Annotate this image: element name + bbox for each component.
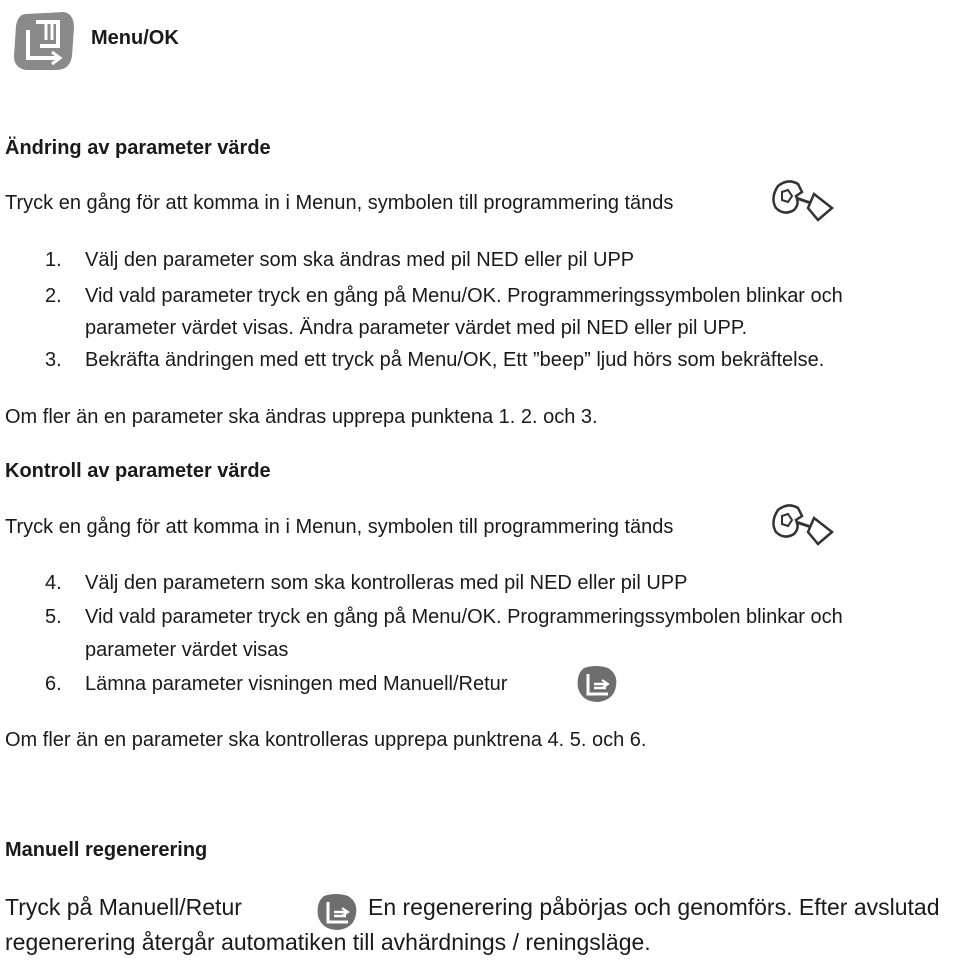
manual-return-icon	[316, 892, 358, 932]
list-item: 4. Välj den parametern som ska kontrolleras med pil NED eller pil UPP	[45, 572, 688, 594]
section2-outro: Om fler än en parameter ska kontrolleras upprepa punktrena 4. 5. och 6.	[5, 729, 647, 751]
list-item: 2. Vid vald parameter tryck en gång på Menu/OK. Programmeringssymbolen blinkar och	[45, 285, 843, 307]
section-heading-control: Kontroll av parameter värde	[5, 460, 271, 482]
section-heading-manual-regen: Manuell regenerering	[5, 839, 208, 861]
section2-intro: Tryck en gång för att komma in i Menun, symbolen till programmering tänds	[5, 516, 674, 538]
list-item: 5. Vid vald parameter tryck en gång på Menu/OK. Programmeringssymbolen blinkar och	[45, 606, 843, 628]
manual-regen-line2: regenerering återgår automatiken till avhärdnings / reningsläge.	[5, 929, 651, 955]
list-item-continuation: parameter värdet visas	[85, 639, 289, 661]
page-title: Menu/OK	[91, 27, 179, 49]
manual-regen-line1-end: En regenerering påbörjas och genomförs. Efter avslutad	[368, 894, 940, 920]
list-item-continuation: parameter värdet visas. Ändra parameter värdet med pil NED eller pil UPP.	[85, 317, 748, 339]
wrench-icon	[770, 178, 836, 224]
list-item: 6. Lämna parameter visningen med Manuell/Retur	[45, 673, 508, 695]
menu-ok-icon	[12, 10, 76, 72]
section1-intro: Tryck en gång för att komma in i Menun, symbolen till programmering tänds	[5, 192, 674, 214]
section-heading-change: Ändring av parameter värde	[5, 137, 271, 159]
section1-outro: Om fler än en parameter ska ändras upprepa punktena 1. 2. och 3.	[5, 406, 598, 428]
manual-regen-line1-start: Tryck på Manuell/Retur	[5, 894, 242, 920]
list-item: 3. Bekräfta ändringen med ett tryck på Menu/OK, Ett ”beep” ljud hörs som bekräftelse.	[45, 349, 825, 371]
manual-return-icon	[576, 664, 618, 704]
wrench-icon	[770, 502, 836, 548]
list-item: 1. Välj den parameter som ska ändras med pil NED eller pil UPP	[45, 249, 635, 271]
